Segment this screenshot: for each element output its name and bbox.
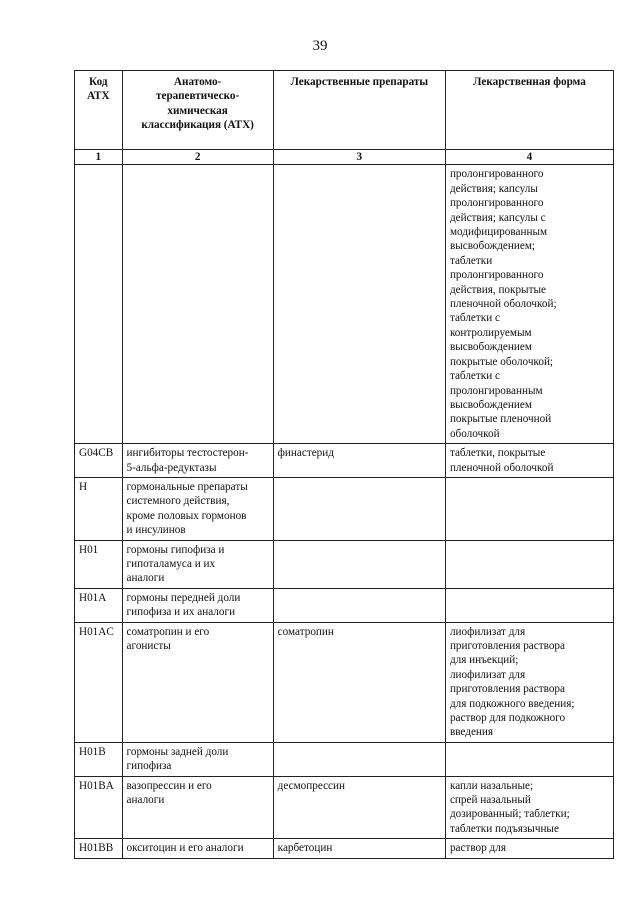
column-number: 2 xyxy=(122,150,273,165)
drug-name xyxy=(273,588,445,622)
atx-classification: гормоны гипофиза и гипоталамуса и их аналоги xyxy=(122,540,273,588)
column-number: 3 xyxy=(273,150,445,165)
table-row xyxy=(75,839,614,858)
drug-name xyxy=(273,742,445,776)
column-number-row xyxy=(75,150,614,165)
atx-classification: гормональные препараты системного действия, кроме половых гормонов и инсулинов xyxy=(122,477,273,540)
drug-name: карбетоцин xyxy=(273,839,445,858)
dosage-form: таблетки, покрытые пленочной оболочкой xyxy=(445,444,613,478)
atx-code: H01BA xyxy=(75,776,123,839)
header-drugs: Лекарственные препараты xyxy=(273,71,445,150)
dosage-form: лиофилизат для приготовления раствора для инъекций; лиофилизат для приготовления раствора для подкожного введения; раствор для подкожного введения xyxy=(445,622,613,742)
drug-name xyxy=(273,165,445,444)
dosage-form: раствор для xyxy=(445,839,613,858)
table-row xyxy=(75,776,614,839)
table-row xyxy=(75,540,614,588)
drug-name xyxy=(273,477,445,540)
drug-name xyxy=(273,540,445,588)
dosage-form xyxy=(445,742,613,776)
atx-code: G04CB xyxy=(75,444,123,478)
header-form: Лекарственная форма xyxy=(445,71,613,150)
table-row xyxy=(75,622,614,742)
atx-classification: ингибиторы тестостерон- 5-альфа-редуктазы xyxy=(122,444,273,478)
drug-name: финастерид xyxy=(273,444,445,478)
atx-classification: вазопрессин и его аналоги xyxy=(122,776,273,839)
atx-code: H01 xyxy=(75,540,123,588)
header-classification: Анатомо- терапевтическо- химическая классификация (АТХ) xyxy=(122,71,273,150)
drug-name: соматропин xyxy=(273,622,445,742)
header-code: Код АТХ xyxy=(75,71,123,150)
atx-code xyxy=(75,165,123,444)
column-number: 1 xyxy=(75,150,123,165)
dosage-form xyxy=(445,588,613,622)
table-row xyxy=(75,477,614,540)
column-number: 4 xyxy=(445,150,613,165)
atx-code: H01A xyxy=(75,588,123,622)
dosage-form xyxy=(445,477,613,540)
atx-code: H01AC xyxy=(75,622,123,742)
atx-code: H01B xyxy=(75,742,123,776)
atx-classification: окситоцин и его аналоги xyxy=(122,839,273,858)
atx-classification: гормоны задней доли гипофиза xyxy=(122,742,273,776)
atx-table xyxy=(74,70,614,859)
atx-code: H xyxy=(75,477,123,540)
page-number: 39 xyxy=(312,38,328,54)
atx-classification xyxy=(122,165,273,444)
atx-classification: соматропин и его агонисты xyxy=(122,622,273,742)
table-row xyxy=(75,588,614,622)
atx-code: H01BB xyxy=(75,839,123,858)
dosage-form: капли назальные; спрей назальный дозированный; таблетки; таблетки подъязычные xyxy=(445,776,613,839)
header-row xyxy=(75,71,614,150)
dosage-form xyxy=(445,540,613,588)
drug-name: десмопрессин xyxy=(273,776,445,839)
table-row xyxy=(75,444,614,478)
table-row xyxy=(75,165,614,444)
atx-classification: гормоны передней доли гипофиза и их аналоги xyxy=(122,588,273,622)
dosage-form: пролонгированного действия; капсулы пролонгированного действия; капсулы с модифицированным высвобождением; таблетки пролонгированного действия, покрытые пленочной оболочкой; таблетки с контролируемым высвобождением покрытые оболочкой; таблетки с пролонгированным высвобождением покрытые пленочной оболочкой xyxy=(445,165,613,444)
table-row xyxy=(75,742,614,776)
